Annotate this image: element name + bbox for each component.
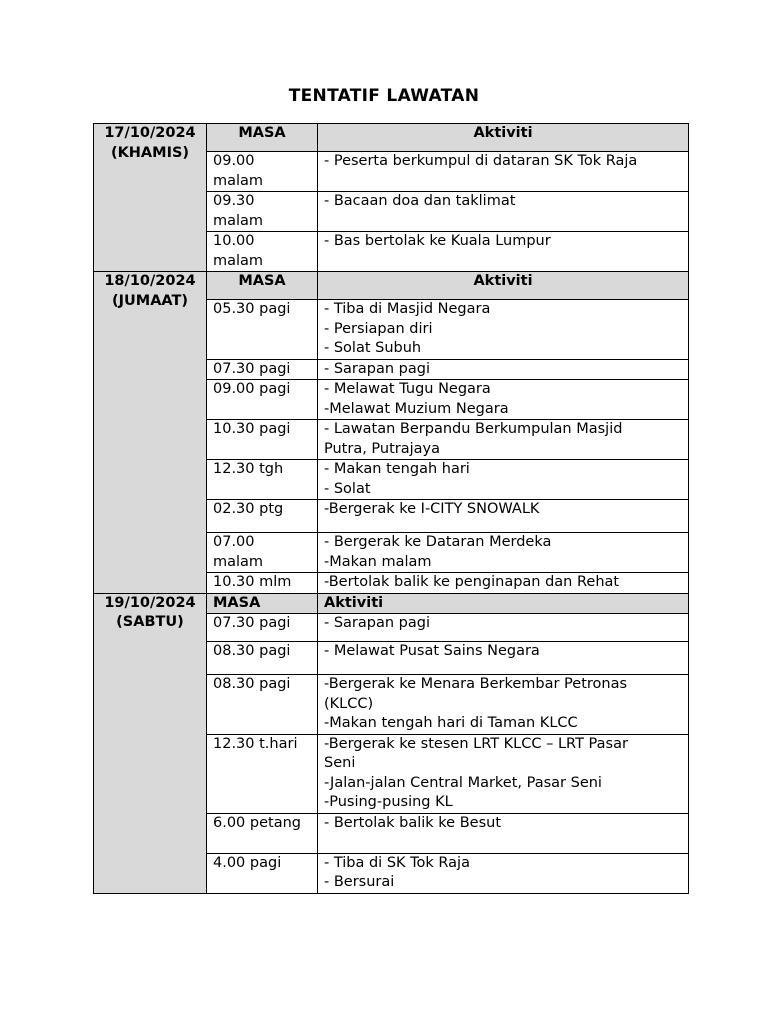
activity-line: - Lawatan Berpandu Berkumpulan Masjid: [324, 421, 623, 437]
date-text: 18/10/2024: [104, 273, 196, 289]
activity-cell: [318, 675, 689, 735]
time-line: 07.30 pagi: [213, 615, 291, 631]
date-text: 19/10/2024: [104, 594, 196, 611]
column-header-aktiviti: Aktiviti: [318, 124, 689, 152]
activity-line: (KLCC): [324, 695, 374, 712]
time-line: 09.00: [213, 153, 255, 169]
time-cell: [207, 573, 318, 594]
time-cell: [207, 152, 318, 192]
time-cell: [207, 192, 318, 232]
column-header-masa: MASA: [207, 124, 318, 152]
time-line: 12.30 tgh: [213, 461, 284, 477]
time-line: 12.30 t.hari: [213, 735, 298, 752]
activity-line: -Makan malam: [324, 553, 432, 570]
activity-line: - Bacaan doa dan taklimat: [324, 193, 516, 209]
time-cell: [207, 232, 318, 272]
activity-cell: [318, 813, 689, 853]
activity-line: - Peserta berkumpul di dataran SK Tok Raja: [324, 153, 638, 169]
time-line: 10.00: [213, 233, 255, 249]
date-cell: [94, 124, 207, 272]
date-cell: [94, 272, 207, 594]
day-text: (KHAMIS): [110, 144, 190, 161]
column-header-aktiviti: Aktiviti: [318, 593, 689, 614]
time-line: 08.30 pagi: [213, 676, 291, 692]
activity-line: - Melawat Tugu Negara: [324, 381, 491, 397]
date-text: 17/10/2024: [104, 125, 196, 141]
activity-cell: [318, 152, 689, 192]
activity-cell: [318, 380, 689, 420]
activity-line: - Persiapan diri: [324, 320, 433, 337]
time-cell: [207, 300, 318, 360]
activity-line: Seni: [324, 755, 356, 771]
activity-line: -Bergerak ke stesen LRT KLCC – LRT Pasar: [324, 735, 628, 752]
time-line: 02.30 ptg: [213, 501, 284, 517]
activity-cell: [318, 642, 689, 675]
activity-line: - Melawat Pusat Sains Negara: [324, 643, 540, 659]
header-row: [94, 124, 689, 152]
time-cell: [207, 500, 318, 533]
time-line: 09.00 pagi: [213, 381, 291, 397]
time-line: 09.30: [213, 193, 255, 209]
time-cell: [207, 642, 318, 675]
header-row: [94, 272, 689, 300]
column-header-aktiviti: Aktiviti: [318, 272, 689, 300]
activity-line: Putra, Putrajaya: [324, 440, 441, 457]
time-line: 6.00 petang: [213, 814, 301, 831]
time-line: 4.00 pagi: [213, 854, 282, 871]
time-cell: [207, 614, 318, 642]
day-text: (SABTU): [116, 614, 184, 630]
activity-cell: [318, 573, 689, 594]
time-line: malam: [213, 172, 264, 189]
activity-line: - Sarapan pagi: [324, 615, 430, 631]
time-line: 07.00: [213, 534, 255, 550]
activity-line: - Solat Subuh: [324, 340, 422, 356]
time-cell: [207, 675, 318, 735]
activity-line: -Bergerak ke Menara Berkembar Petronas: [324, 676, 628, 692]
time-cell: [207, 359, 318, 380]
activity-line: -Pusing-pusing KL: [324, 794, 453, 810]
activity-line: -Jalan-jalan Central Market, Pasar Seni: [324, 774, 602, 791]
activity-cell: [318, 232, 689, 272]
activity-cell: [318, 300, 689, 360]
activity-line: -Bergerak ke I-CITY SNOWALK: [324, 501, 540, 517]
activity-cell: [318, 500, 689, 533]
column-header-masa: MASA: [207, 272, 318, 300]
date-cell: [94, 593, 207, 893]
activity-cell: [318, 359, 689, 380]
time-line: 10.30 mlm: [213, 574, 292, 590]
column-header-masa: MASA: [207, 593, 318, 614]
schedule-table: [93, 123, 689, 894]
time-cell: [207, 380, 318, 420]
activity-cell: [318, 614, 689, 642]
activity-line: - Bas bertolak ke Kuala Lumpur: [324, 233, 551, 249]
activity-line: - Bergerak ke Dataran Merdeka: [324, 534, 552, 550]
activity-line: - Solat: [324, 480, 371, 497]
time-line: malam: [213, 553, 264, 570]
time-cell: [207, 460, 318, 500]
activity-line: - Bertolak balik ke Besut: [324, 814, 502, 831]
page-title: TENTATIF LAWATAN: [288, 86, 480, 106]
time-line: 05.30 pagi: [213, 301, 291, 317]
activity-line: -Makan tengah hari di Taman KLCC: [324, 715, 578, 731]
time-cell: [207, 734, 318, 813]
day-text: (JUMAAT): [111, 292, 189, 309]
time-cell: [207, 420, 318, 460]
activity-line: - Makan tengah hari: [324, 461, 470, 477]
time-cell: [207, 853, 318, 893]
activity-line: - Sarapan pagi: [324, 360, 430, 377]
activity-line: -Melawat Muzium Negara: [324, 400, 509, 417]
time-line: malam: [213, 212, 264, 229]
activity-cell: [318, 734, 689, 813]
time-line: 08.30 pagi: [213, 643, 291, 659]
activity-cell: [318, 460, 689, 500]
time-line: 07.30 pagi: [213, 360, 291, 377]
activity-cell: [318, 853, 689, 893]
activity-cell: [318, 192, 689, 232]
time-cell: [207, 813, 318, 853]
time-cell: [207, 533, 318, 573]
activity-line: - Tiba di SK Tok Raja: [324, 854, 470, 871]
time-line: 10.30 pagi: [213, 421, 291, 437]
activity-cell: [318, 533, 689, 573]
header-row: [94, 593, 689, 614]
activity-line: - Bersurai: [324, 874, 395, 890]
activity-cell: [318, 420, 689, 460]
time-line: malam: [213, 252, 264, 269]
activity-line: - Tiba di Masjid Negara: [324, 301, 491, 317]
activity-line: -Bertolak balik ke penginapan dan Rehat: [324, 574, 620, 590]
